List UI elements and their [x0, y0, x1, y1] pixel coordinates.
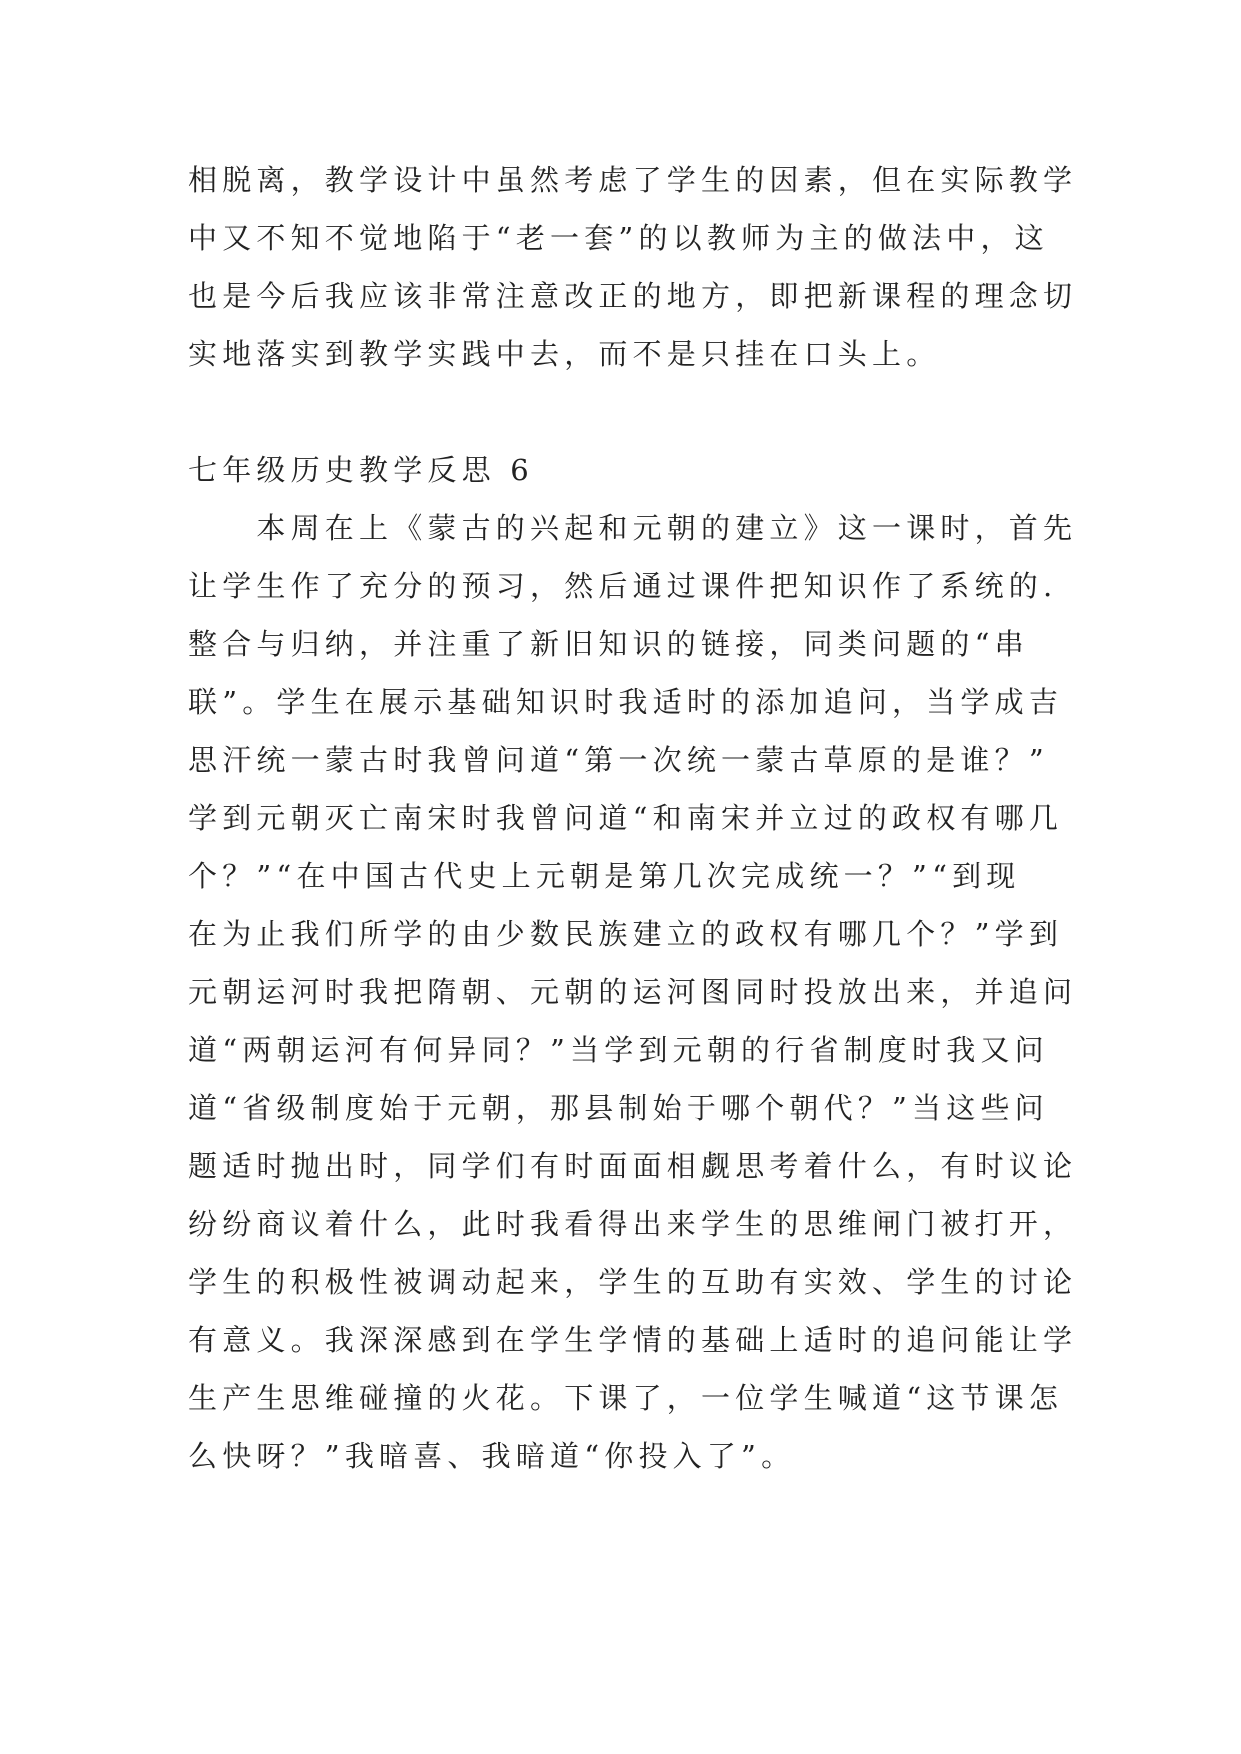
text-line: 在为止我们所学的由少数民族建立的政权有哪几个？”学到 [188, 917, 1064, 951]
text-line: 生产生思维碰撞的火花。下课了，一位学生喊道“这节课怎 [188, 1381, 1064, 1415]
text-line: 联”。学生在展示基础知识时我适时的添加追问，当学成吉 [188, 685, 1064, 719]
text-line: 纷纷商议着什么，此时我看得出来学生的思维闸门被打开， [188, 1207, 1078, 1241]
text-line: 道“省级制度始于元朝，那县制始于哪个朝代？”当这些问 [188, 1091, 1049, 1125]
text-line: 个？”“在中国古代史上元朝是第几次完成统一？”“到现 [188, 859, 1021, 893]
text-line: 实地落实到教学实践中去，而不是只挂在口头上。 [188, 337, 941, 371]
text-line: 思汗统一蒙古时我曾问道“第一次统一蒙古草原的是谁？” [188, 743, 1049, 777]
text-line: 题适时抛出时，同学们有时面面相觑思考着什么，有时议论 [188, 1149, 1078, 1183]
text-line: 本周在上《蒙古的兴起和元朝的建立》这一课时，首先 [188, 511, 1078, 545]
text-line: 有意义。我深深感到在学生学情的基础上适时的追问能让学 [188, 1323, 1078, 1357]
text-line: 相脱离，教学设计中虽然考虑了学生的因素，但在实际教学 [188, 163, 1078, 197]
paragraph-gap [188, 383, 1058, 441]
text-line: 学生的积极性被调动起来，学生的互助有实效、学生的讨论 [188, 1265, 1078, 1299]
text-line: 让学生作了充分的预习，然后通过课件把知识作了系统的. [188, 569, 1058, 603]
section-heading: 七年级历史教学反思 6 [188, 453, 534, 487]
document-body [188, 151, 1078, 1485]
text-line: 么快呀？”我暗喜、我暗道“你投入了”。 [188, 1439, 796, 1473]
text-line: 也是今后我应该非常注意改正的地方，即把新课程的理念切 [188, 279, 1078, 313]
text-line: 中又不知不觉地陷于“老一套”的以教师为主的做法中，这 [188, 221, 1049, 255]
previous-paragraph-continuation [188, 151, 1078, 383]
text-line: 元朝运河时我把隋朝、元朝的运河图同时投放出来，并追问 [188, 975, 1078, 1009]
text-line: 整合与归纳，并注重了新旧知识的链接，同类问题的“串 [188, 627, 1029, 661]
text-line: 学到元朝灭亡南宋时我曾问道“和南宋并立过的政权有哪几 [188, 801, 1064, 835]
text-line: 道“两朝运河有何异同？”当学到元朝的行省制度时我又问 [188, 1033, 1049, 1067]
section-paragraph [188, 499, 1078, 1485]
